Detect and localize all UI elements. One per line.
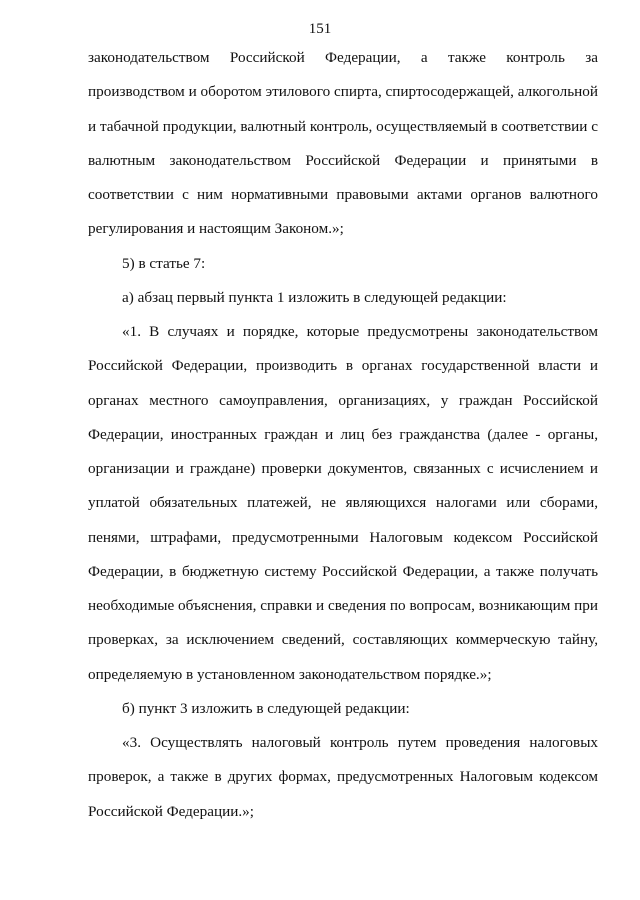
paragraph-continuation: законодательством Российской Федерации, а также контроль за производством и оборотом этилового спирта, спиртосодержащей, алкогольной и табачной продукции, валютный контроль, осуществляемый в соответствии с валютным законодательством Российской Федерации и принятыми в соответствии с ним нормативными правовыми актами органов валютного регулирования и настоящим Законом.»;: [88, 49, 598, 238]
paragraph-quote-3: «3. Осуществлять налоговый контроль путем проведения налоговых проверок, а также в других формах, предусмотренных Налоговым кодексом Российской Федерации.»;: [88, 734, 598, 820]
paragraph-subitem-b: б) пункт 3 изложить в следующей редакции:: [122, 699, 410, 717]
document-body: [88, 41, 598, 829]
paragraph-subitem-a: а) абзац первый пункта 1 изложить в следующей редакции:: [122, 288, 507, 306]
paragraph-item-5: 5) в статье 7:: [122, 254, 206, 272]
page-number: 151: [308, 21, 332, 37]
paragraph-quote-1: «1. В случаях и порядке, которые предусмотрены законодательством Российской Федерации, производить в органах государственной власти и органах местного самоуправления, организациях, у граждан Российской Федерации, иностранных граждан и лиц без гражданства (далее - органы, организации и граждане) проверки документов, связанных с исчислением и уплатой обязательных платежей, не являющихся налогами или сборами, пенями, штрафами, предусмотренными Налоговым кодексом Российской Федерации, в бюджетную систему Российской Федерации, а также получать необходимые объяснения, справки и сведения по вопросам, возникающим при проверках, за исключением сведений, составляющих коммерческую тайну, определяемую в установленном законодательством порядке.»;: [88, 323, 598, 683]
